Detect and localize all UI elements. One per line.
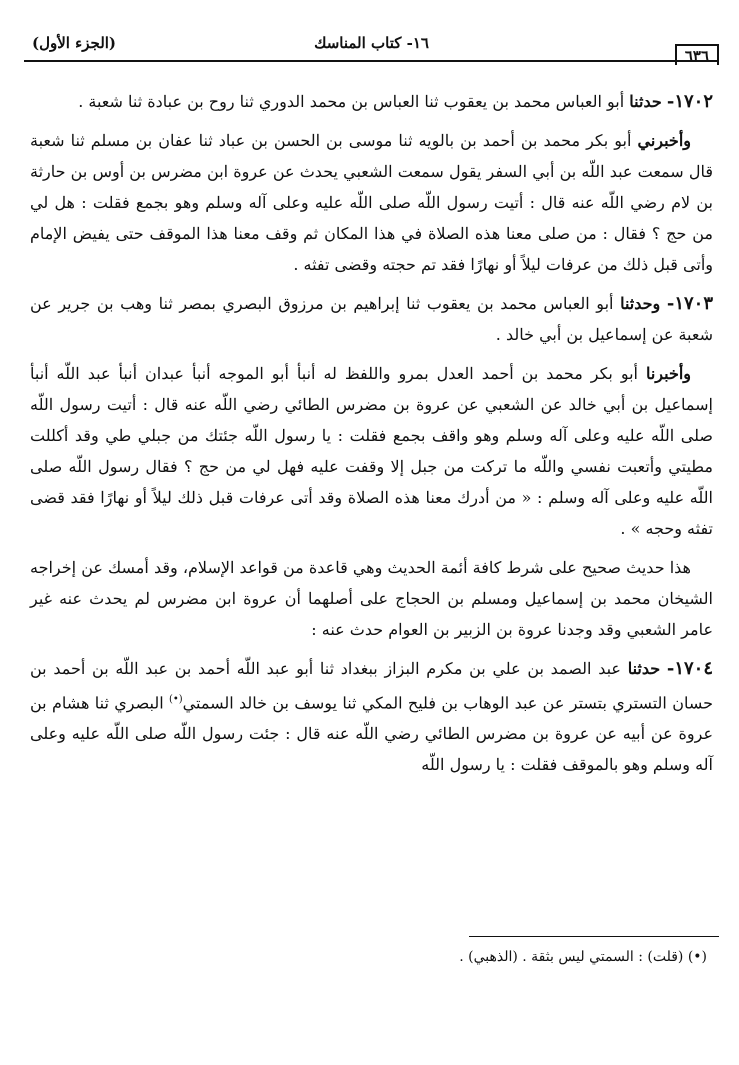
hadith-number: ١٧٠٢- (666, 91, 713, 112)
hadith-lead-word: حدثنا (629, 92, 662, 111)
main-text (30, 86, 713, 788)
paragraph-text: هذا حديث صحيح على شرط كافة أئمة الحديث وهي قاعدة من قواعد الإسلام، وقد أمسك عن إخراجه الشيخان محمد بن إسماعيل ومسلم بن الحجاج على أصلهما أن عروة ابن مضرس لم يحدث عنه غير عامر الشعبي وقد وجدنا عروة بن الزبير بن العوام حدث عنه : (30, 558, 713, 639)
paragraph-text: أبو بكر محمد بن أحمد بن بالويه ثنا موسى بن الحسن بن عباد ثنا عفان بن مسلم ثنا شعبة قال سمعت عبد اللّه بن أبي السفر يقول سمعت الشعبي يحدث عن عروة ابن مضرس بن أوس بن حارثة بن لام رضي اللّه عنه قال : أتيت رسول اللّه صلى اللّه عليه وعلى آله وسلم وهو بجمع فقلت : هل لي من حج ؟ فقال : من صلى معنا هذه الصلاة في هذا المكان ثم وقف معنا هذا الموقف حتى يفيض الإمام وأتى قبل ذلك من عرفات ليلاً أو نهارًا فقد تم حجته وقضى تفثه . (30, 131, 714, 274)
footnote-mark: (•) (687, 949, 707, 965)
hadith-lead-word: وحدثنا (620, 294, 661, 313)
hadith-number: ١٧٠٣- (666, 293, 714, 314)
hadith-text: أبو العباس محمد بن يعقوب ثنا إبراهيم بن مرزوق البصري بمصر ثنا وهب بن جرير عن شعبة عن إسماعيل بن أبي خالد . (30, 294, 713, 344)
hadith-1704 (30, 653, 713, 780)
hadith-lead-word: حدثنا (627, 659, 661, 678)
chain-paragraph (30, 125, 713, 280)
chain-paragraph (30, 358, 713, 544)
running-header (24, 28, 719, 65)
footnote (459, 946, 707, 968)
hadith-number: ١٧٠٤- (666, 658, 713, 679)
footnote-separator (469, 936, 719, 937)
paragraph-lead-word: وأخبرني (637, 131, 691, 150)
hadith-text: عبد الصمد بن علي بن مكرم البزاز ببغداد ثنا أبو عبد اللّه أحمد بن عبد اللّه بن أحمد بن حسان التستري بتستر عن عبد الوهاب بن فليح المكي ثنا يوسف بن خالد السمتي (30, 659, 713, 713)
page-number: ٦٣٦ (675, 44, 719, 65)
header-rule (24, 60, 719, 62)
commentary-paragraph (30, 552, 713, 645)
hadith-1703 (30, 288, 713, 350)
chapter-title: ١٦- كتاب المناسك (314, 34, 429, 52)
hadith-1702 (30, 86, 713, 117)
book-page (24, 28, 719, 1038)
hadith-text: البصري ثنا هشام بن عروة عن أبيه عن عروة بن مضرس الطائي رضي اللّه عنه قال : جئت رسول اللّه صلى اللّه عليه وعلى آله وسلم وهو بالموقف فقلت : يا رسول اللّه (30, 693, 713, 775)
footnote-marker[interactable]: (•) (168, 694, 183, 705)
hadith-text: أبو العباس محمد بن يعقوب ثنا العباس بن محمد الدوري ثنا روح بن عبادة ثنا شعبة . (78, 92, 625, 111)
volume-label: (الجزء الأول) (32, 34, 117, 52)
footnote-text: (قلت) : السمتي ليس بثقة . (الذهبي) . (459, 949, 684, 965)
paragraph-text: أبو بكر محمد بن أحمد العدل بمرو واللفظ له أنبأ أبو الموجه أنبأ عبدان أنبأ عبد اللّه أنبأ إسماعيل بن أبي خالد عن الشعبي عن عروة بن مضرس الطائي رضي اللّه عنه قال : أتيت رسول اللّه صلى اللّه عليه وعلى آله وسلم وهو واقف بجمع فقلت : يا رسول اللّه جئتك من جبلي طي وقد أكللت مطيتي وأتعبت نفسي واللّه ما تركت من جبل إلا وقفت عليه فهل لي من حج ؟ فقال رسول اللّه صلى اللّه عليه وعلى آله وسلم : « من أدرك معنا هذه الصلاة وقد أتى عرفات قبل ذلك ليلاً أو نهارًا فقد قضى تفثه وحجه » . (30, 364, 713, 538)
paragraph-lead-word: وأخبرنا (645, 364, 691, 383)
